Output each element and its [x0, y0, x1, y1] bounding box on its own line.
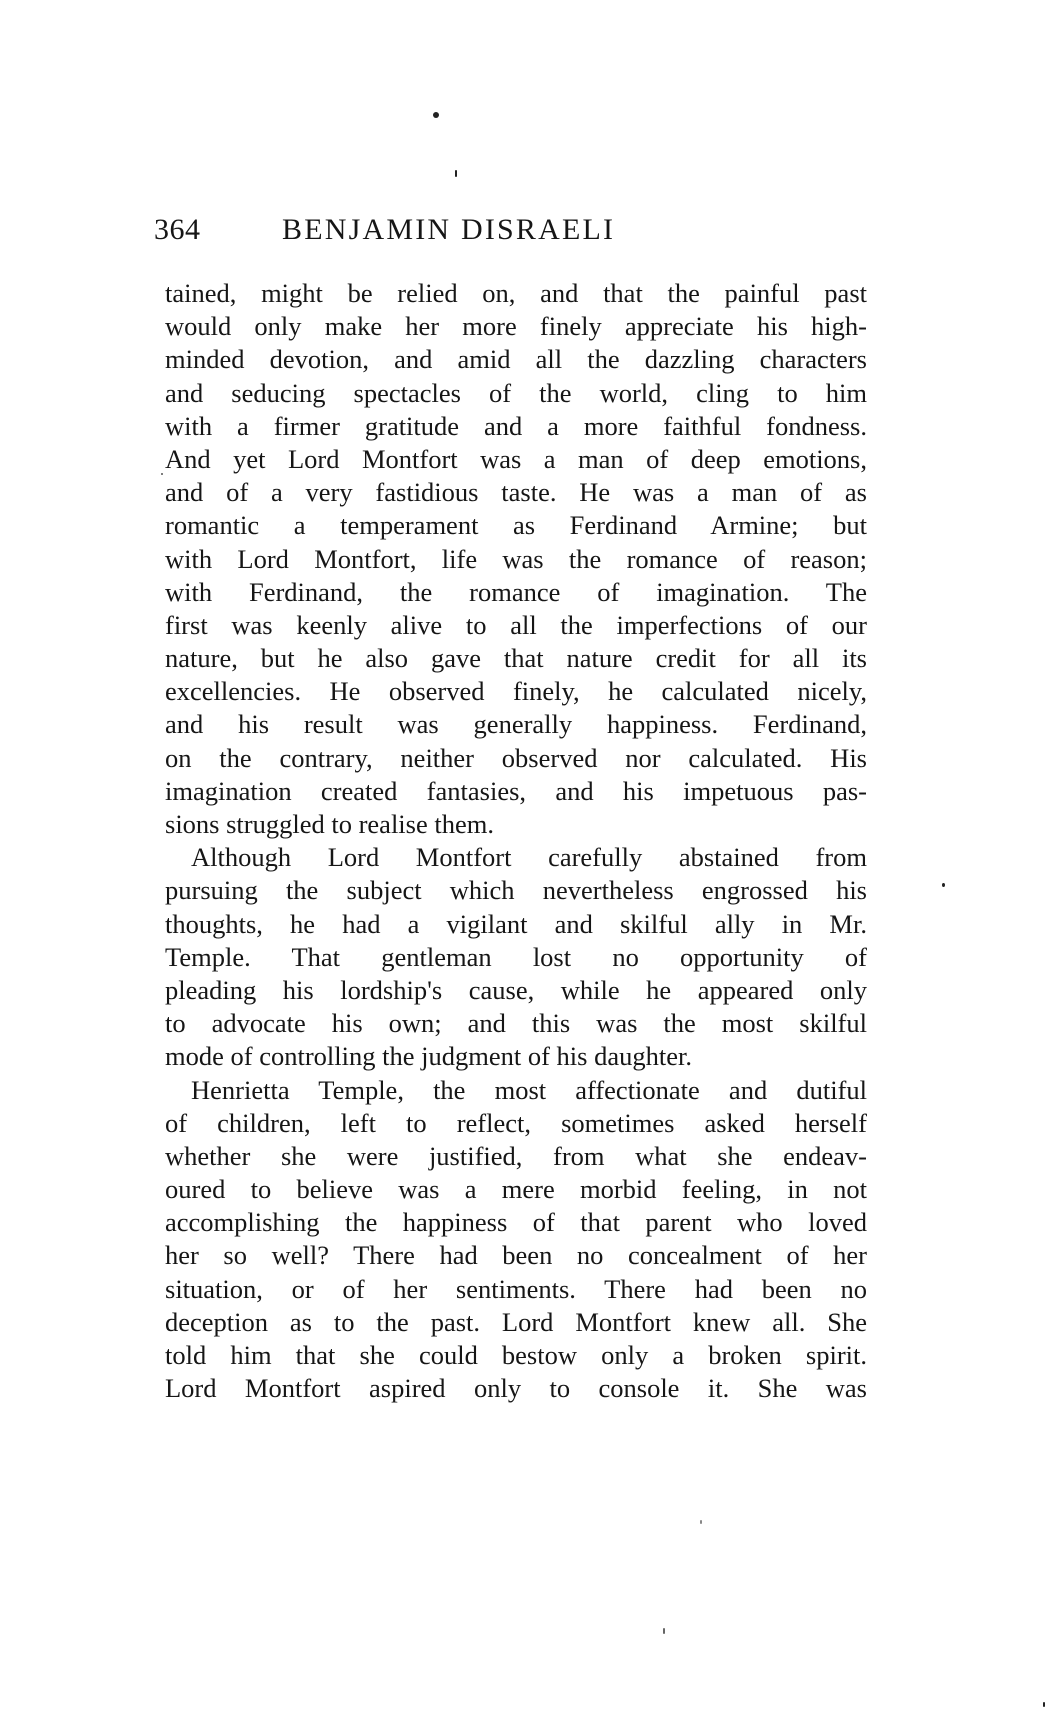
scan-speck: [1043, 1702, 1045, 1707]
scan-speck: [700, 1520, 702, 1524]
text-line: Lord Montfort aspired only to console it. She was: [165, 1373, 867, 1404]
scan-speck: [433, 112, 439, 118]
text-line: with Lord Montfort, life was the romance of reason;: [165, 543, 867, 574]
text-line: accomplishing the happiness of that parent who loved: [165, 1207, 867, 1238]
scan-speck: [663, 1628, 665, 1634]
text-line: Temple. That gentleman lost no opportunity of: [165, 941, 867, 972]
body-text: [165, 277, 867, 1405]
text-line: of children, left to reflect, sometimes asked herself: [165, 1107, 867, 1138]
text-line: told him that she could bestow only a broken spirit.: [165, 1340, 867, 1370]
book-title: BENJAMIN DISRAELI: [282, 213, 616, 246]
text-line: pleading his lordship's cause, while he appeared only: [165, 974, 867, 1005]
text-line: Henrietta Temple, the most affectionate and dutiful: [191, 1074, 867, 1105]
text-line: romantic a temperament as Ferdinand Armine; but: [165, 510, 867, 541]
text-line: imagination created fantasies, and his impetuous pas-: [165, 775, 867, 806]
text-line: Although Lord Montfort carefully abstained from: [191, 842, 867, 873]
text-line: and of a very fastidious taste. He was a man of as: [165, 477, 867, 508]
text-line: nature, but he also gave that nature credit for all its: [165, 643, 867, 674]
scan-speck: [942, 883, 945, 887]
text-line: oured to believe was a mere morbid feeling, in not: [165, 1174, 867, 1205]
text-line: with Ferdinand, the romance of imagination. The: [165, 576, 867, 607]
text-line: minded devotion, and amid all the dazzling characters: [165, 344, 867, 375]
text-line: to advocate his own; and this was the most skilful: [165, 1008, 867, 1039]
text-line: with a firmer gratitude and a more faithful fondness.: [165, 410, 867, 441]
scan-speck: [455, 170, 457, 177]
text-line: thoughts, he had a vigilant and skilful ally in Mr.: [165, 908, 867, 939]
text-line: on the contrary, neither observed nor calculated. His: [165, 742, 867, 773]
text-line: situation, or of her sentiments. There had been no: [165, 1273, 867, 1304]
text-line: and his result was generally happiness. Ferdinand,: [165, 709, 867, 740]
text-line: her so well? There had been no concealment of her: [165, 1240, 867, 1271]
text-line: deception as to the past. Lord Montfort knew all. She: [165, 1306, 867, 1337]
text-line: tained, might be relied on, and that the painful past: [165, 278, 867, 308]
page-number: 364: [154, 213, 201, 246]
text-line: and seducing spectacles of the world, cling to him: [165, 377, 867, 408]
text-line: would only make her more finely appreciate his high-: [165, 311, 867, 342]
text-line: And yet Lord Montfort was a man of deep emotions,: [165, 443, 867, 474]
text-line: sions struggled to realise them.: [165, 809, 494, 839]
running-head: [154, 208, 714, 252]
text-line: excellencies. He observed finely, he calculated nicely,: [165, 676, 867, 707]
scan-speck: [161, 473, 163, 475]
text-line: mode of controlling the judgment of his daughter.: [165, 1041, 692, 1072]
text-line: whether she were justified, from what she endeav-: [165, 1140, 867, 1171]
text-line: pursuing the subject which nevertheless engrossed his: [165, 875, 867, 906]
text-line: first was keenly alive to all the imperfections of our: [165, 609, 867, 640]
